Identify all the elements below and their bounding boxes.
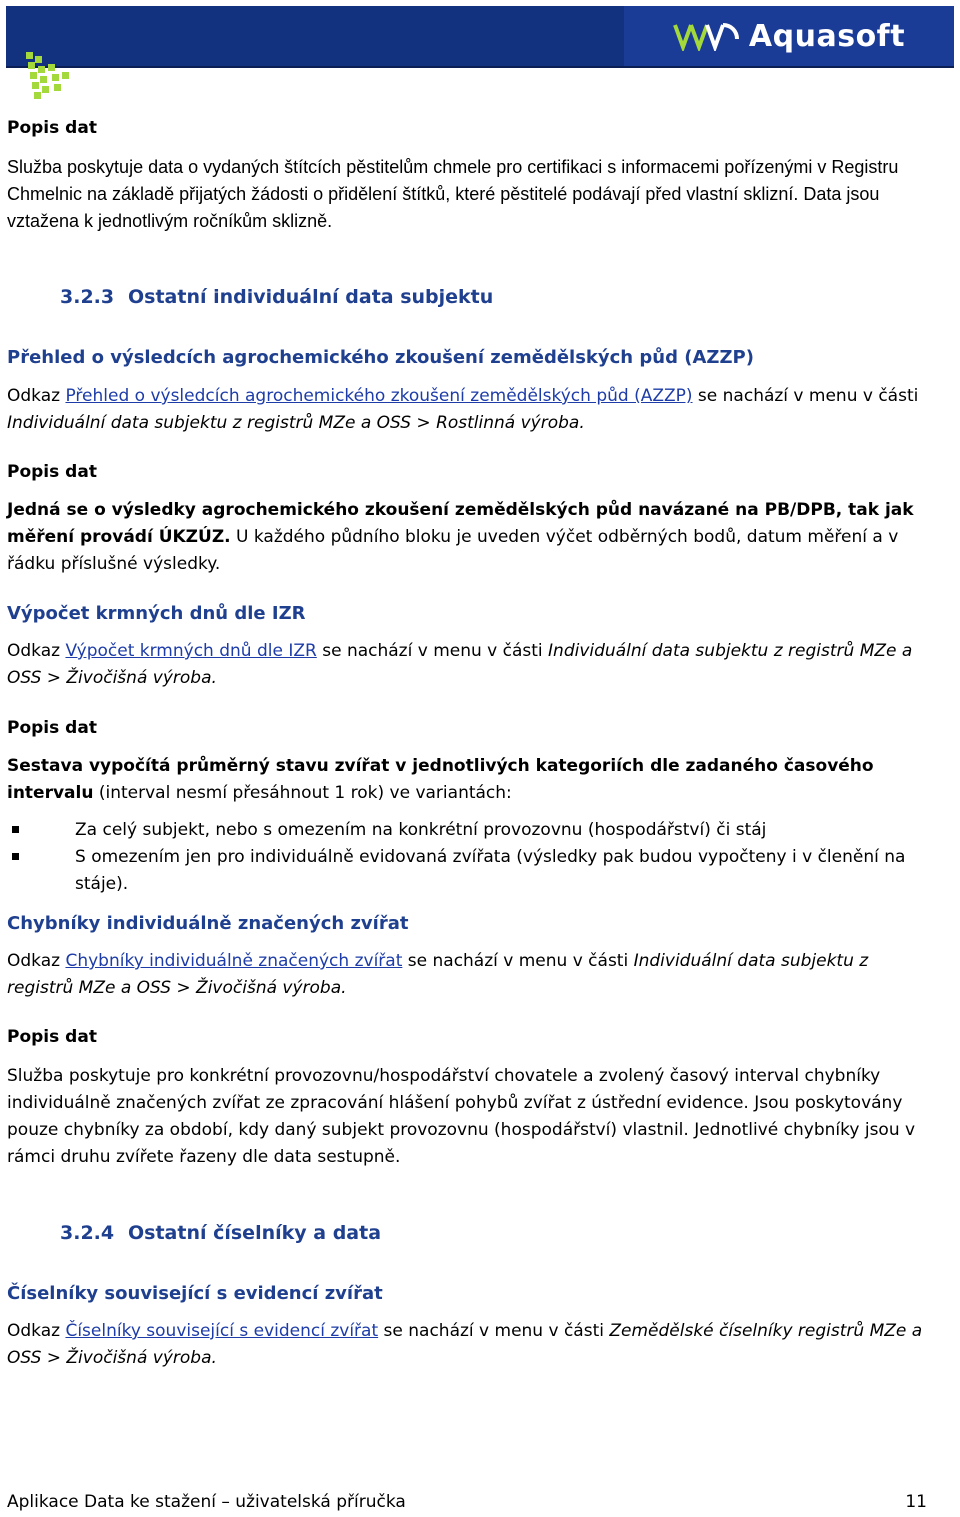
chybniky-link[interactable]: Chybníky individuálně značených zvířat [65, 951, 403, 971]
paragraph [7, 1318, 932, 1372]
section-heading [60, 1220, 960, 1247]
page-number: 11 [905, 1492, 927, 1512]
text: se nachází v menu v části [402, 951, 634, 971]
section-number: 3.2.4 [60, 1222, 115, 1244]
paragraph [7, 497, 932, 578]
list-item-text: Za celý subjekt, nebo s omezením na konkrétní provozovnu (hospodářství) či stáj [75, 820, 767, 840]
text: se nachází v menu v části [692, 386, 919, 406]
azzp-link[interactable]: Přehled o výsledcích agrochemického zkoušení zemědělských půd (AZZP) [65, 386, 693, 406]
text: Odkaz [7, 641, 66, 661]
text: (interval nesmí přesáhnout 1 rok) ve variantách: [93, 783, 512, 803]
menu-path: Individuální data subjektu z registrů MZe a OSS > Živočišná výroba. [7, 641, 913, 688]
header-banner [6, 6, 954, 68]
menu-path: Individuální data subjektu z registrů MZe a OSS > Živočišná výroba. [7, 951, 869, 998]
page-footer [7, 1492, 927, 1512]
bullet-list [7, 817, 932, 898]
subsection-heading: Chybníky individuálně značených zvířat [7, 913, 409, 934]
bold-text: Jedná se o výsledky agrochemického zkoušení zemědělských půd navázané na PB/DPB, tak jak měření provádí ÚKZÚZ. [7, 500, 914, 547]
text: se nachází v menu v části [316, 641, 549, 661]
subsection-heading: Výpočet krmných dnů dle IZR [7, 603, 306, 624]
popis-dat-label: Popis dat [7, 118, 97, 138]
paragraph [7, 638, 932, 692]
aquasoft-wave-icon [673, 21, 743, 51]
brand-name: Aquasoft [748, 18, 906, 54]
section-title: Ostatní číselníky a data [128, 1222, 382, 1244]
menu-path: Zemědělské číselníky registrů MZe a OSS > Živočišná výroba. [7, 1321, 923, 1368]
paragraph [7, 383, 932, 437]
bullet-square-icon [12, 853, 19, 860]
paragraph: Služba poskytuje pro konkrétní provozovnu/hospodářství chovatele a zvolený časový interval chybníky individuálně značených zvířat ze zpracování hlášení pohybů zvířat z ústřední evidence. Jsou poskytovány pouze chybníky za období, kdy daný subjekt provozovnu (hospodářství) vlastnil. Jednotlivé chybníky jsou v rámci druhu zvířete řazeny dle data sestupně. [7, 1066, 916, 1167]
text: Odkaz [7, 1321, 66, 1341]
ciselniky-link[interactable]: Číselníky související s evidencí zvířat [65, 1321, 379, 1341]
bullet-square-icon [12, 826, 19, 833]
section-number: 3.2.3 [60, 286, 115, 308]
paragraph [7, 948, 932, 1002]
subsection-heading: Číselníky související s evidencí zvířat [7, 1283, 383, 1304]
menu-path: Individuální data subjektu z registrů MZe a OSS > Rostlinná výroba. [7, 413, 585, 433]
text: U každého půdního bloku je uveden výčet odběrných bodů, datum měření a v řádku příslušné výsledky. [7, 527, 899, 574]
bold-text: Sestava vypočítá průměrný stavu zvířat v jednotlivých kategoriích dle zadaného časového intervalu [7, 756, 874, 803]
popis-dat-label: Popis dat [7, 1027, 97, 1047]
footer-title: Aplikace Data ke stažení – uživatelská příručka [7, 1492, 406, 1512]
list-item-text: S omezením jen pro individuálně evidovaná zvířata (výsledky pak budou vypočteny i v členění na stáje). [75, 847, 906, 894]
popis-dat-label: Popis dat [7, 718, 97, 738]
section-title: Ostatní individuální data subjektu [128, 286, 494, 308]
paragraph [7, 753, 932, 807]
page-header [0, 0, 960, 110]
brand-logo [624, 6, 954, 66]
text: se nachází v menu v části [378, 1321, 610, 1341]
popis-dat-label: Popis dat [7, 462, 97, 482]
text: Odkaz [7, 951, 66, 971]
text: Odkaz [7, 386, 66, 406]
section-heading [60, 284, 960, 311]
subsection-heading: Přehled o výsledcích agrochemického zkoušení zemědělských půd (AZZP) [7, 347, 754, 368]
izr-link[interactable]: Výpočet krmných dnů dle IZR [65, 641, 317, 661]
paragraph: Služba poskytuje data o vydaných štítcích pěstitelům chmele pro certifikaci s informacemi pořízenými v Registru Chmelnic na základě přijatých žádosti o přidělení štítků, které pěstitelé podávají před vlastní sklizní. Data jsou vztažena k jednotlivým ročníkům sklizně. [7, 157, 899, 231]
list-item [7, 817, 932, 844]
list-item [7, 844, 932, 898]
